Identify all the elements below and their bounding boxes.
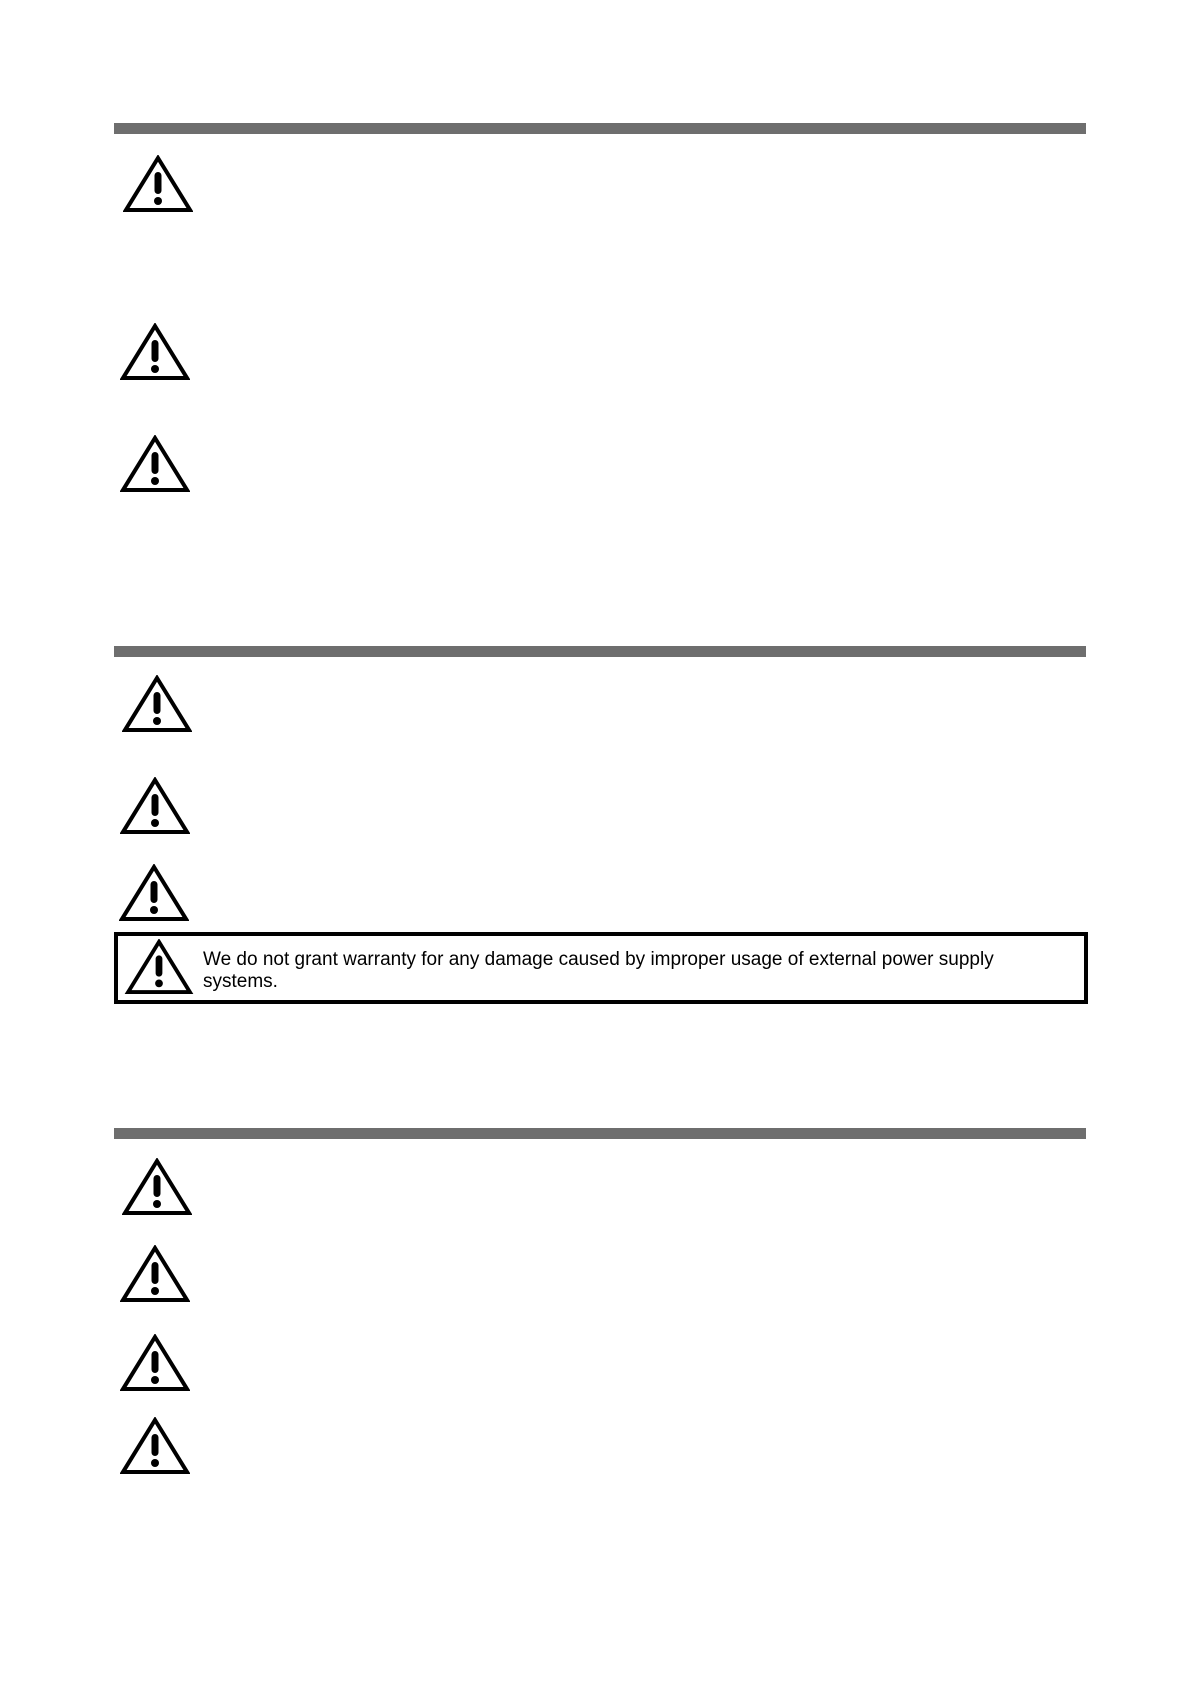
warning-triangle-icon (120, 435, 190, 493)
warning-triangle-icon (124, 939, 194, 995)
warning-triangle-icon (120, 1334, 190, 1392)
section-divider-3 (114, 1128, 1086, 1139)
section-divider-2 (114, 646, 1086, 657)
warning-triangle-icon (122, 1158, 192, 1216)
warning-triangle-icon (120, 1245, 190, 1303)
warning-triangle-icon (122, 675, 192, 733)
warranty-notice-text: We do not grant warranty for any damage caused by improper usage of external power supply systems. (203, 949, 994, 992)
warning-triangle-icon (120, 777, 190, 835)
warranty-notice-box (114, 932, 1088, 1004)
warning-triangle-icon (123, 155, 193, 213)
section-divider-1 (114, 123, 1086, 134)
warning-triangle-icon (120, 1417, 190, 1475)
warning-triangle-icon (120, 323, 190, 381)
warning-triangle-icon (119, 864, 189, 922)
